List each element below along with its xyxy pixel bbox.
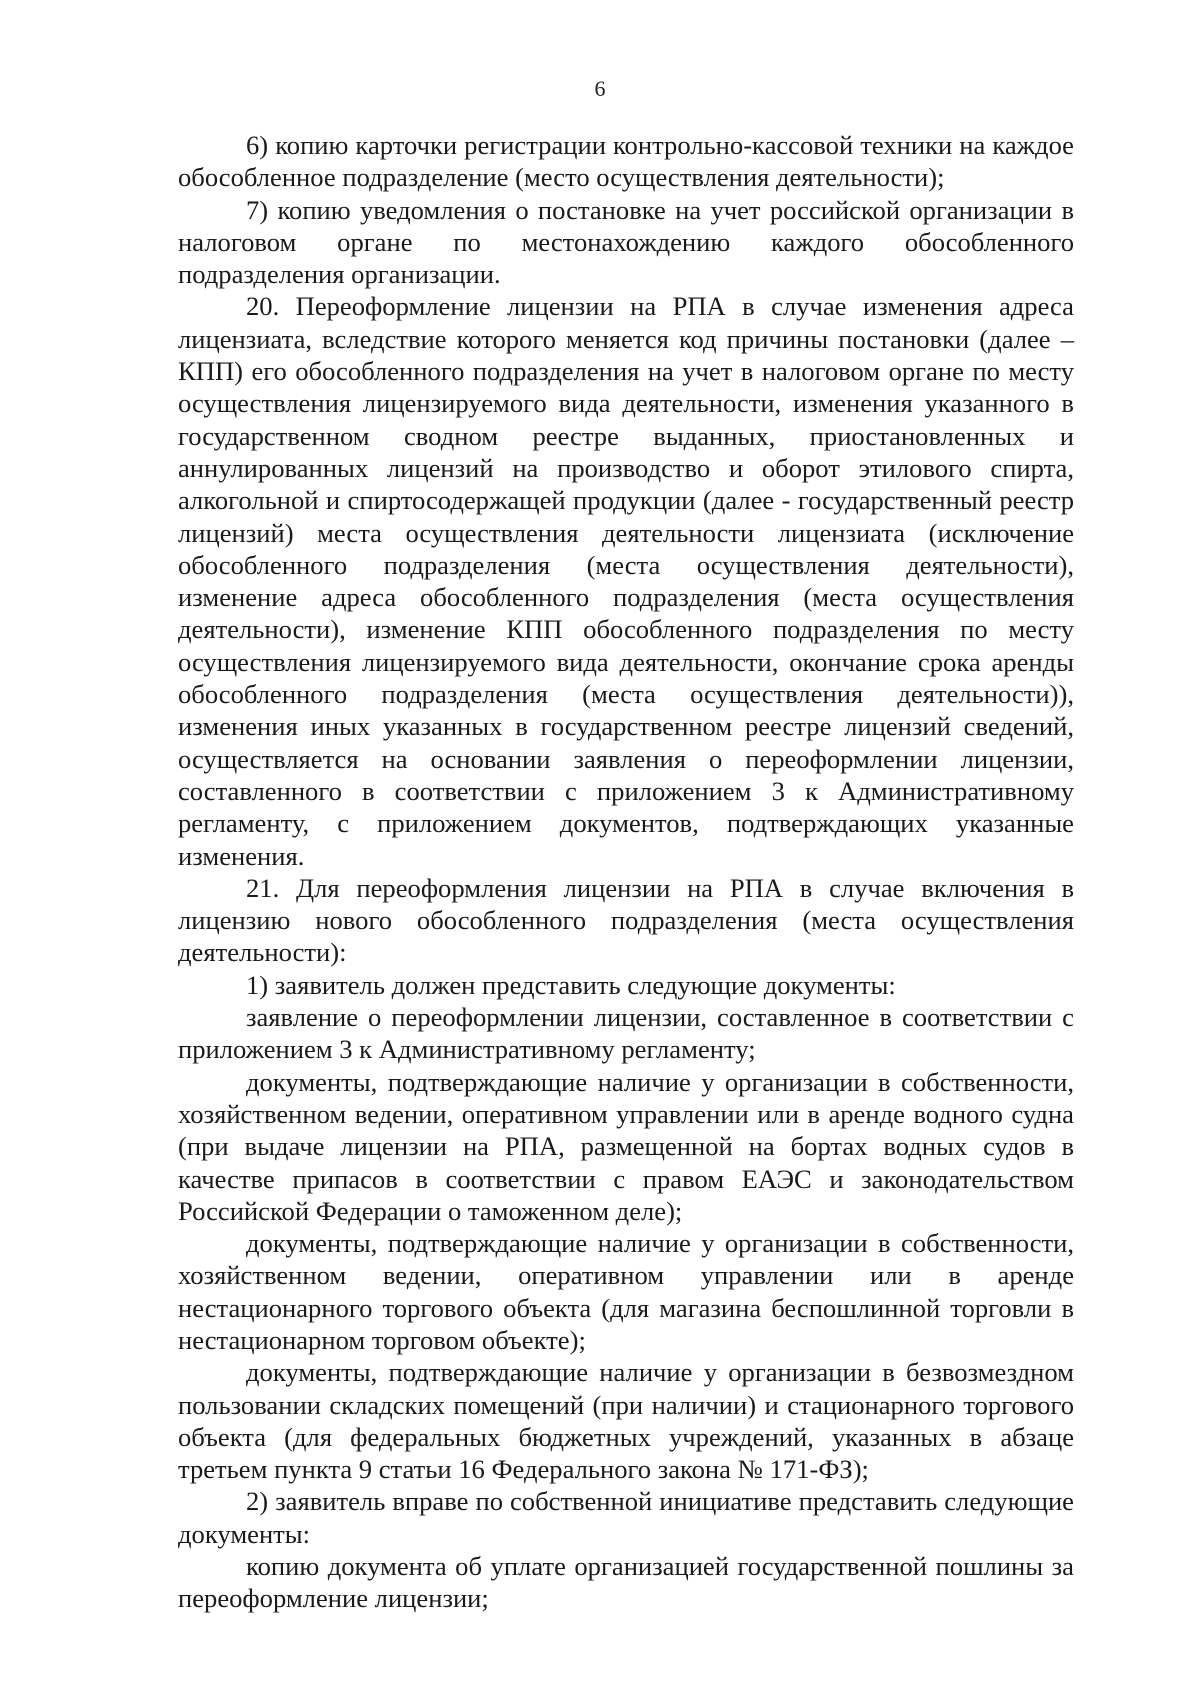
document-body bbox=[178, 129, 1074, 1615]
paragraph-item-7: 7) копию уведомления о постановке на учет российской организации в налоговом органе по местонахождению каждого обособленного подразделения организации. bbox=[178, 194, 1074, 290]
paragraph-subitem-2: 2) заявитель вправе по собственной инициативе представить следующие документы: bbox=[178, 1486, 1074, 1549]
paragraph-subitem-1: 1) заявитель должен представить следующие документы: bbox=[246, 969, 896, 1000]
paragraph-item-6: 6) копию карточки регистрации контрольно-кассовой техники на каждое обособленное подразделение (место осуществления деятельности); bbox=[178, 130, 1074, 193]
paragraph-fee-document: копию документа об уплате организацией государственной пошлины за переоформление лицензии; bbox=[178, 1551, 1074, 1614]
paragraph-clause-20: 20. Переоформление лицензии на РПА в случае изменения адреса лицензиата, вследствие которого меняется код причины постановки (далее – КПП) его обособленного подразделения на учет в налоговом органе по месту осуществления лицензируемого вида деятельности, изменения указанного в государственном сводном реестре выданных, приостановленных и аннулированных лицензий на производство и оборот этилового спирта, алкогольной и спиртосодержащей продукции (далее - государственный реестр лицензий) места осуществления деятельности лицензиата (исключение обособленного подразделения (места осуществления деятельности), изменение адреса обособленного подразделения (места осуществления деятельности), изменение КПП обособленного подразделения по месту осуществления лицензируемого вида деятельности, окончание срока аренды обособленного подразделения (места осуществления деятельности)), изменения иных указанных в государственном реестре лицензий сведений, осуществляется на основании заявления о переоформлении лицензии, составленного в соответствии с приложением 3 к Административному регламенту, с приложением документов, подтверждающих указанные изменения. bbox=[178, 291, 1074, 871]
paragraph-vessel-documents: документы, подтверждающие наличие у организации в собственности, хозяйственном ведении, оперативном управлении или в аренде водного судна (при выдаче лицензии на РПА, размещенной на бортах водных судов в качестве припасов в соответствии с правом ЕАЭС и законодательством Российской Федерации о таможенном деле); bbox=[178, 1066, 1074, 1226]
paragraph-nonstationary-documents: документы, подтверждающие наличие у организации в собственности, хозяйственном ведении, оперативном управлении или в аренде нестационарного торгового объекта (для магазина беспошлинной торговли в нестационарном торговом объекте); bbox=[178, 1228, 1074, 1355]
paragraph-gratuitous-use-documents: документы, подтверждающие наличие у организации в безвозмездном пользовании складских помещений (при наличии) и стационарного торгового объекта (для федеральных бюджетных учреждений, указанных в абзаце третьем пункта 9 статьи 16 Федерального закона № 171-ФЗ); bbox=[178, 1357, 1074, 1485]
paragraph-application: заявление о переоформлении лицензии, составленное в соответствии с приложением 3 к Административному регламенту; bbox=[178, 1002, 1074, 1065]
page-number: 6 bbox=[594, 76, 606, 101]
paragraph-clause-21: 21. Для переоформления лицензии на РПА в случае включения в лицензию нового обособленного подразделения (места осуществления деятельности): bbox=[178, 872, 1074, 968]
